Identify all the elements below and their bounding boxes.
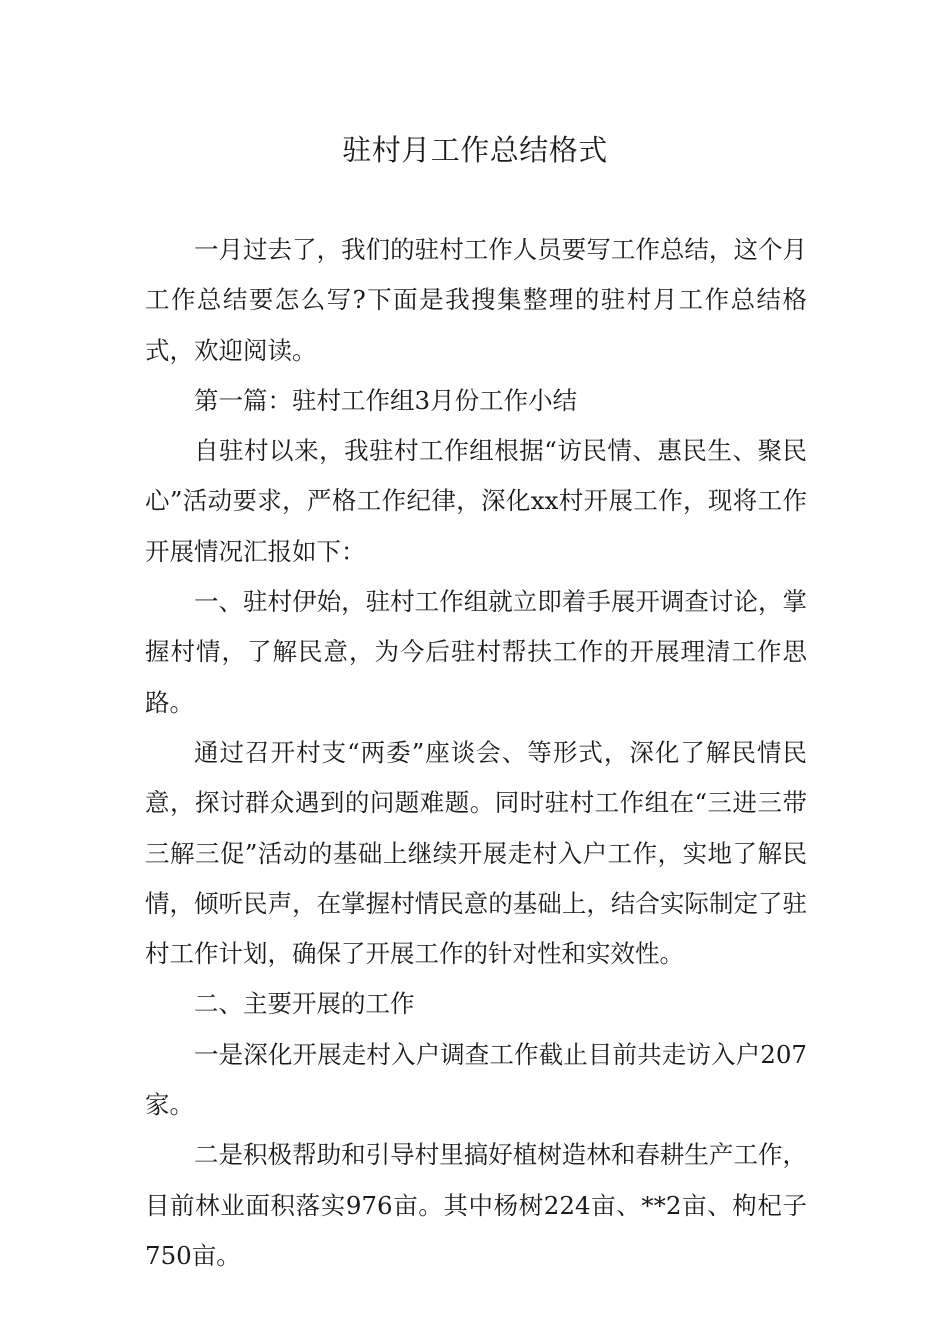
document-title: 驻村月工作总结格式	[342, 133, 608, 167]
paragraph-point-one: 一、驻村伊始，驻村工作组就立即着手展开调查讨论，掌握村情，了解民意，为今后驻村帮扶工作的开展理清工作思路。	[145, 587, 807, 717]
paragraph-point-two-heading: 二、主要开展的工作	[194, 989, 415, 1019]
paragraph-details: 通过召开村支“两委”座谈会、等形式，深化了解民情民意，探讨群众遇到的问题难题。同时驻村工作组在“三进三带三解三促”活动的基础上继续开展走村入户工作，实地了解民情，倾听民声，在掌握村情民意的基础上，结合实际制定了驻村工作计划，确保了开展工作的针对性和实效性。	[145, 737, 807, 969]
paragraph-item-two: 二是积极帮助和引导村里搞好植树造林和春耕生产工作，目前林业面积落实976亩。其中杨树224亩、**2亩、枸杞子750亩。	[145, 1140, 807, 1270]
paragraph-section-heading: 第一篇：驻村工作组3月份工作小结	[194, 385, 578, 415]
document-body	[145, 225, 807, 1281]
paragraph-item-one: 一是深化开展走村入户调查工作截止目前共走访入户207家。	[145, 1039, 807, 1120]
paragraph-intro: 一月过去了，我们的驻村工作人员要写工作总结，这个月工作总结要怎么写?下面是我搜集整理的驻村月工作总结格式，欢迎阅读。	[145, 235, 807, 365]
paragraph-opening: 自驻村以来，我驻村工作组根据“访民情、惠民生、聚民心”活动要求，严格工作纪律，深化xx村开展工作，现将工作开展情况汇报如下：	[145, 436, 807, 566]
